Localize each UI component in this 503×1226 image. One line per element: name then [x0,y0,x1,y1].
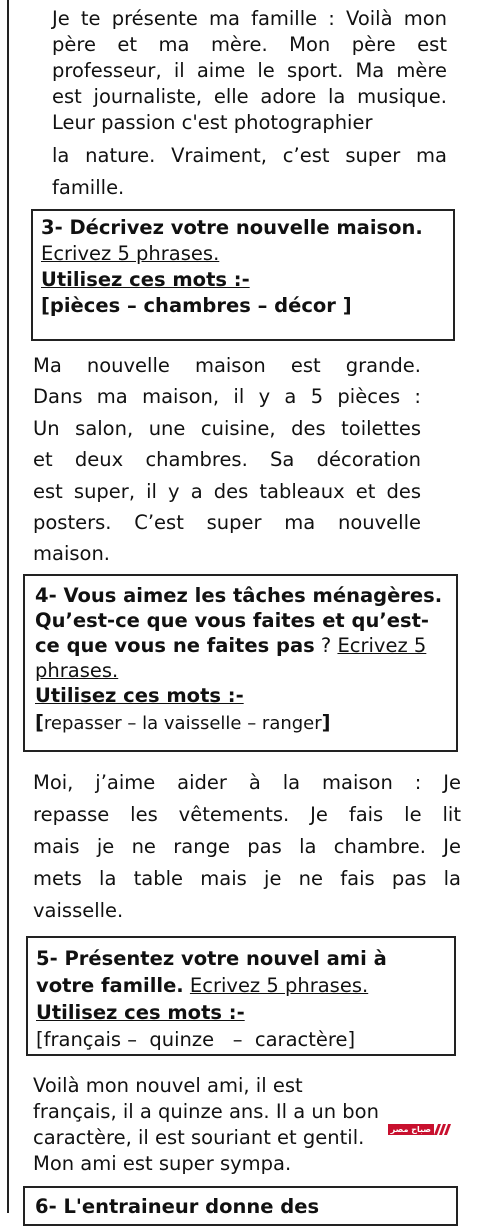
question-5-title: 5- Présentez votre nouvel ami à votre famille. [36,947,387,997]
paragraph-line: vaisselle. [33,899,124,922]
question-4-qmark: ? [314,634,338,657]
question-6-box [23,1186,458,1226]
paragraph-line: père et ma mère. Mon père est [52,33,447,56]
question-6-title: 6- L'entraineur donne des [35,1195,320,1218]
family-paragraph [52,6,447,201]
paragraph-line: posters. C’est super ma nouvelle [33,511,421,535]
paragraph-line: mets la table mais je ne fais pas la [33,867,461,890]
question-4-instruction: Ecrivez 5 phrases. [35,634,427,682]
paragraph-line: et deux chambres. Sa décoration [33,448,421,472]
bracket-open: [ [35,711,44,734]
question-4-words-text: repasser – la vaisselle – ranger [43,713,322,734]
paragraph-line: Mon ami est super sympa. [33,1152,292,1175]
paragraph-line: Leur passion c'est photographier [52,111,373,134]
watermark-bars-icon [436,1124,449,1135]
bracket-close: ] [321,711,331,734]
paragraph-line: famille. [52,176,125,199]
question-4-text [35,583,446,683]
question-3-use-words: Utilisez ces mots :- [41,268,250,291]
paragraph-line: Dans ma maison, il y a 5 pièces : [33,385,421,409]
question-3-box [31,209,455,341]
answer-4-paragraph [33,767,461,927]
paragraph-line: maison. [33,542,111,566]
paragraph-line: est super, il y a des tableaux et des [33,479,421,503]
margin-rule [7,0,9,1213]
question-5-box [26,936,456,1056]
watermark-text: صباح مصر [388,1124,434,1135]
question-4-title: 4- Vous aimez les tâches ménagères. Qu’est-ce que vous faites et qu’est-ce que vous ne faites pas [35,584,443,657]
question-3-title: 3- Décrivez votre nouvelle maison. [41,216,423,239]
paragraph-line: professeur, il aime le sport. Ma mère [52,59,447,82]
paragraph-line: Ma nouvelle maison est grande. [33,354,421,377]
paragraph-line: repasse les vêtements. Je fais le lit [33,803,461,826]
answer-3-paragraph [33,350,421,570]
question-5-instruction: Ecrivez 5 phrases. [189,974,369,997]
question-4-words [35,710,446,736]
question-5-words: [français – quinze – caractère] [36,1028,356,1051]
paragraph-line: Je te présente ma famille : Voilà mon [52,7,447,30]
paragraph-line: caractère, il est souriant et gentil. [33,1126,365,1149]
paragraph-line: mais je ne range pas la chambre. Je [33,835,461,858]
question-3-instruction: Ecrivez 5 phrases. [41,242,220,265]
watermark-logo [369,1122,449,1136]
paragraph-line: la nature. Vraiment, c’est super ma [52,144,447,167]
question-5-use-words: Utilisez ces mots :- [36,1001,245,1024]
paragraph-line: est journaliste, elle adore la musique. [52,85,447,108]
paragraph-line: Moi, j’aime aider à la maison : Je [33,771,461,794]
paragraph-line: français, il a quinze ans. Il a un bon [33,1100,379,1123]
question-4-use-words: Utilisez ces mots :- [35,684,244,707]
paragraph-line: Voilà mon nouvel ami, il est [33,1074,303,1097]
paragraph-line: Un salon, une cuisine, des toilettes [33,416,421,440]
question-4-box [23,574,458,752]
question-3-words: [pièces – chambres – décor ] [41,294,352,317]
question-5-text [36,945,446,999]
